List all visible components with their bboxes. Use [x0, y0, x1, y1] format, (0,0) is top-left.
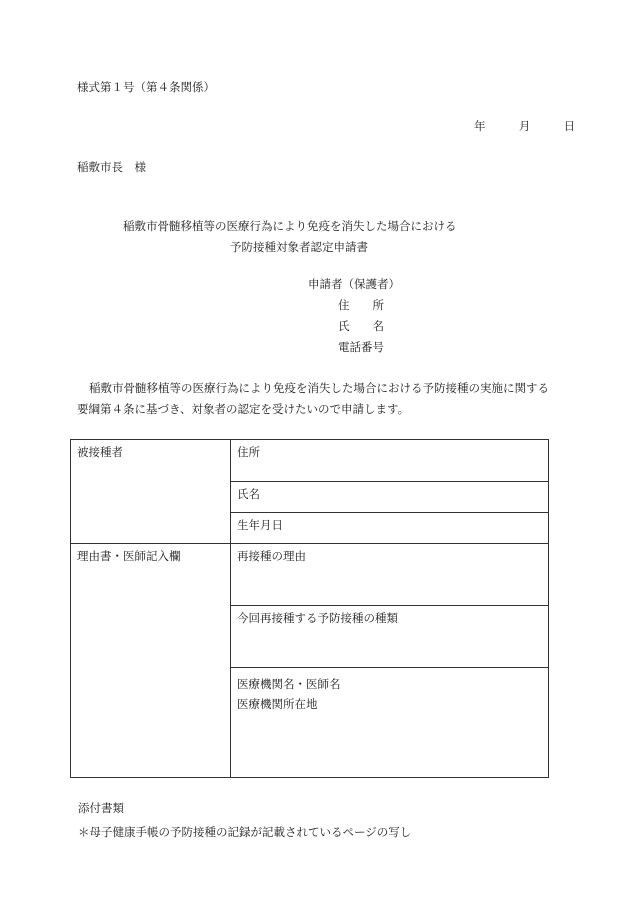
attachments-heading: 添付書類	[78, 801, 124, 815]
applicant-address-label: 住 所	[338, 298, 384, 312]
institution-doctor-label: 医療機関名・医師名	[237, 677, 341, 691]
institution-location-label: 医療機関所在地	[237, 697, 318, 711]
document-title-line1: 稲敷市骨髄移植等の医療行為により免疫を消失した場合における	[123, 219, 457, 233]
date-day: 日	[563, 119, 576, 133]
applicant-name-label: 氏 名	[338, 319, 384, 333]
application-statement	[77, 378, 555, 420]
applicant-phone-label: 電話番号	[338, 340, 384, 354]
application-form-table	[70, 439, 549, 778]
revaccination-reason-field[interactable]: 再接種の理由	[231, 544, 549, 606]
attachments	[78, 796, 411, 844]
applicant-block	[308, 276, 400, 360]
application-statement-text: 稲敷市骨髄移植等の医療行為により免疫を消失した場合における予防接種の実施に関する要綱第４条に基づき、対象者の認定を受けたいので申請します。	[77, 381, 549, 416]
date-year: 年	[474, 119, 486, 133]
vaccine-type-field[interactable]: 今回再接種する予防接種の種類	[231, 606, 549, 668]
document-title-line2: 予防接種対象者認定申請書	[230, 240, 368, 254]
recipient-section-label: 被接種者	[71, 440, 231, 544]
addressee: 稲敷市長 様	[77, 160, 146, 174]
medical-institution-field[interactable]	[231, 668, 549, 778]
date-line	[474, 118, 575, 135]
reason-section-label: 理由書・医師記入欄	[71, 544, 231, 778]
recipient-birthdate-field[interactable]: 生年月日	[231, 513, 549, 544]
date-month: 月	[518, 119, 531, 133]
recipient-address-field[interactable]: 住所	[231, 440, 549, 482]
recipient-name-field[interactable]: 氏名	[231, 482, 549, 513]
form-number: 様式第１号（第４条関係）	[77, 80, 215, 94]
applicant-heading: 申請者（保護者）	[308, 277, 400, 291]
attachments-item: ＊母子健康手帳の予防接種の記録が記載されているページの写し	[78, 825, 412, 839]
